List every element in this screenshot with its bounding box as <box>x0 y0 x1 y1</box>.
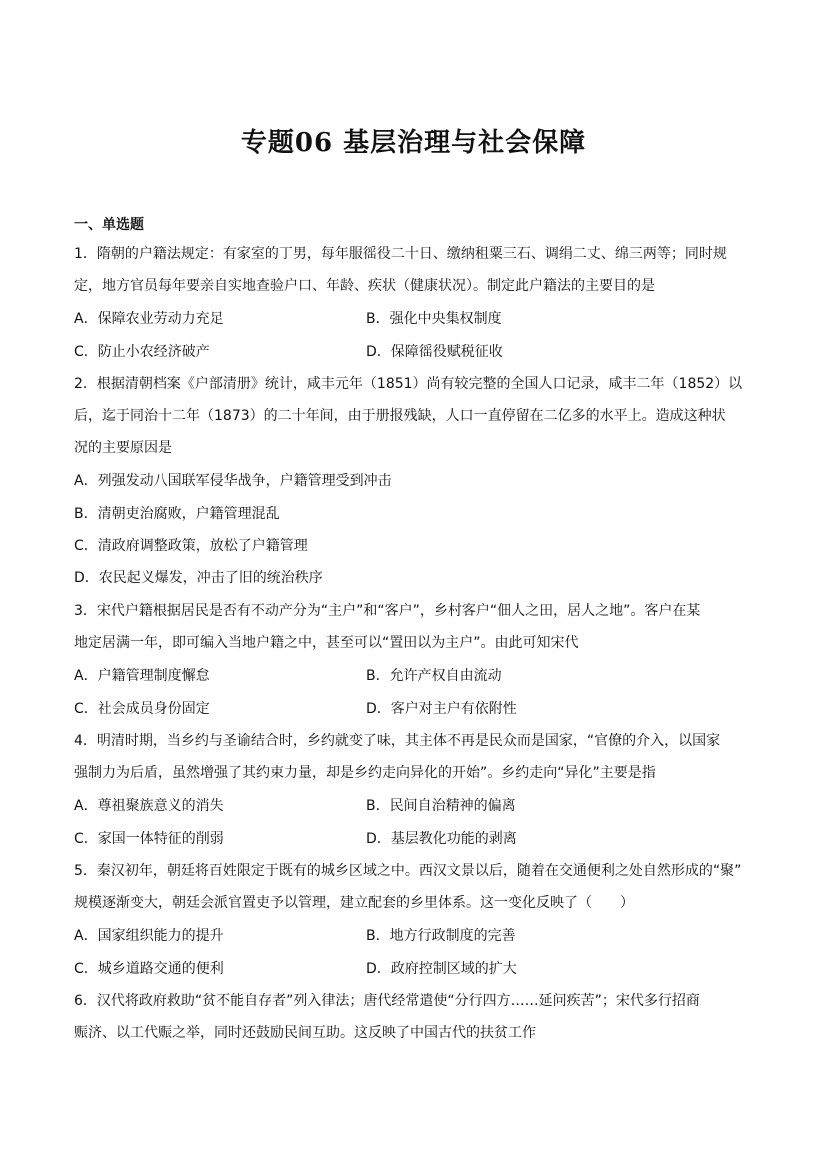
question-5-line-1: 5．秦汉初年，朝廷将百姓限定于既有的城乡区域之中。西汉文景以后，随着在交通便利之处自然形成的“聚” <box>74 863 742 879</box>
question-1-option-c: C．防止小农经济破产 <box>74 344 210 360</box>
question-4-option-d: D．基层教化功能的剥离 <box>366 831 517 847</box>
question-6-line-2: 赈济、以工代赈之举，同时还鼓励民间互助。这反映了中国古代的扶贫工作 <box>74 1025 536 1041</box>
question-1-line-1: 1．隋朝的户籍法规定：有家室的丁男，每年服徭役二十日、缴纳租粟三石、调绢二丈、绵三两等；同时规 <box>74 246 727 262</box>
question-2-option-a: A．列强发动八国联军侵华战争，户籍管理受到冲击 <box>74 473 392 489</box>
question-2-line-2: 后，迄于同治十二年（1873）的二十年间，由于册报残缺，人口一直停留在二亿多的水平上。造成这种状 <box>74 408 726 424</box>
question-4-line-2: 强制力为后盾，虽然增强了其约束力量，却是乡约走向异化的开始”。乡约走向“异化”主要是指 <box>74 765 656 781</box>
page-title: 专题06 基层治理与社会保障 <box>240 128 587 158</box>
question-3-line-1: 3．宋代户籍根据居民是否有不动产分为“主户”和“客户”，乡村客户“佃人之田，居人之地”。客户在某 <box>74 603 701 619</box>
question-4-line-1: 4．明清时期，当乡约与圣谕结合时，乡约就变了味，其主体不再是民众而是国家，“官僚的介入，以国家 <box>74 733 721 749</box>
question-2-option-c: C．清政府调整政策，放松了户籍管理 <box>74 538 308 554</box>
question-4-option-b: B．民间自治精神的偏离 <box>366 798 516 814</box>
question-5-option-a: A．国家组织能力的提升 <box>74 928 224 944</box>
question-1-line-2: 定，地方官员每年要亲自实地查验户口、年龄、疾状（健康状况）。制定此户籍法的主要目的是 <box>74 278 655 294</box>
question-3-option-d: D．客户对主户有依附性 <box>366 701 517 717</box>
question-3-option-c: C．社会成员身份固定 <box>74 701 210 717</box>
question-2-option-b: B．清朝吏治腐败，户籍管理混乱 <box>74 506 280 522</box>
question-3-option-a: A．户籍管理制度懈怠 <box>74 668 210 684</box>
question-4-option-c: C．家国一体特征的削弱 <box>74 831 224 847</box>
question-2-option-d: D．农民起义爆发，冲击了旧的统治秩序 <box>74 570 323 586</box>
question-2-line-1: 2．根据清朝档案《户部清册》统计，咸丰元年（1851）尚有较完整的全国人口记录，咸丰二年（1852）以 <box>74 376 743 392</box>
question-4-option-a: A．尊祖聚族意义的消失 <box>74 798 224 814</box>
question-3-option-b: B．允许产权自由流动 <box>366 668 502 684</box>
question-5-option-d: D．政府控制区域的扩大 <box>366 961 517 977</box>
question-5-option-c: C．城乡道路交通的便利 <box>74 961 224 977</box>
question-3-line-2: 地定居满一年，即可编入当地户籍之中，甚至可以“置田以为主户”。由此可知宋代 <box>74 635 579 651</box>
question-1-option-d: D．保障徭役赋税征收 <box>366 344 503 360</box>
question-1-option-a: A．保障农业劳动力充足 <box>74 311 224 327</box>
question-6-line-1: 6．汉代将政府救助“贫不能自存者”列入律法；唐代经常遣使“分行四方……延问疾苦”；宋代多行招商 <box>74 993 700 1009</box>
question-1-option-b: B．强化中央集权制度 <box>366 311 502 327</box>
section-heading: 一、单选题 <box>74 217 144 233</box>
question-5-line-2: 规模逐渐变大，朝廷会派官置吏予以管理，建立配套的乡里体系。这一变化反映了（ ） <box>74 895 634 911</box>
question-2-line-3: 况的主要原因是 <box>74 440 172 456</box>
question-5-option-b: B．地方行政制度的完善 <box>366 928 516 944</box>
